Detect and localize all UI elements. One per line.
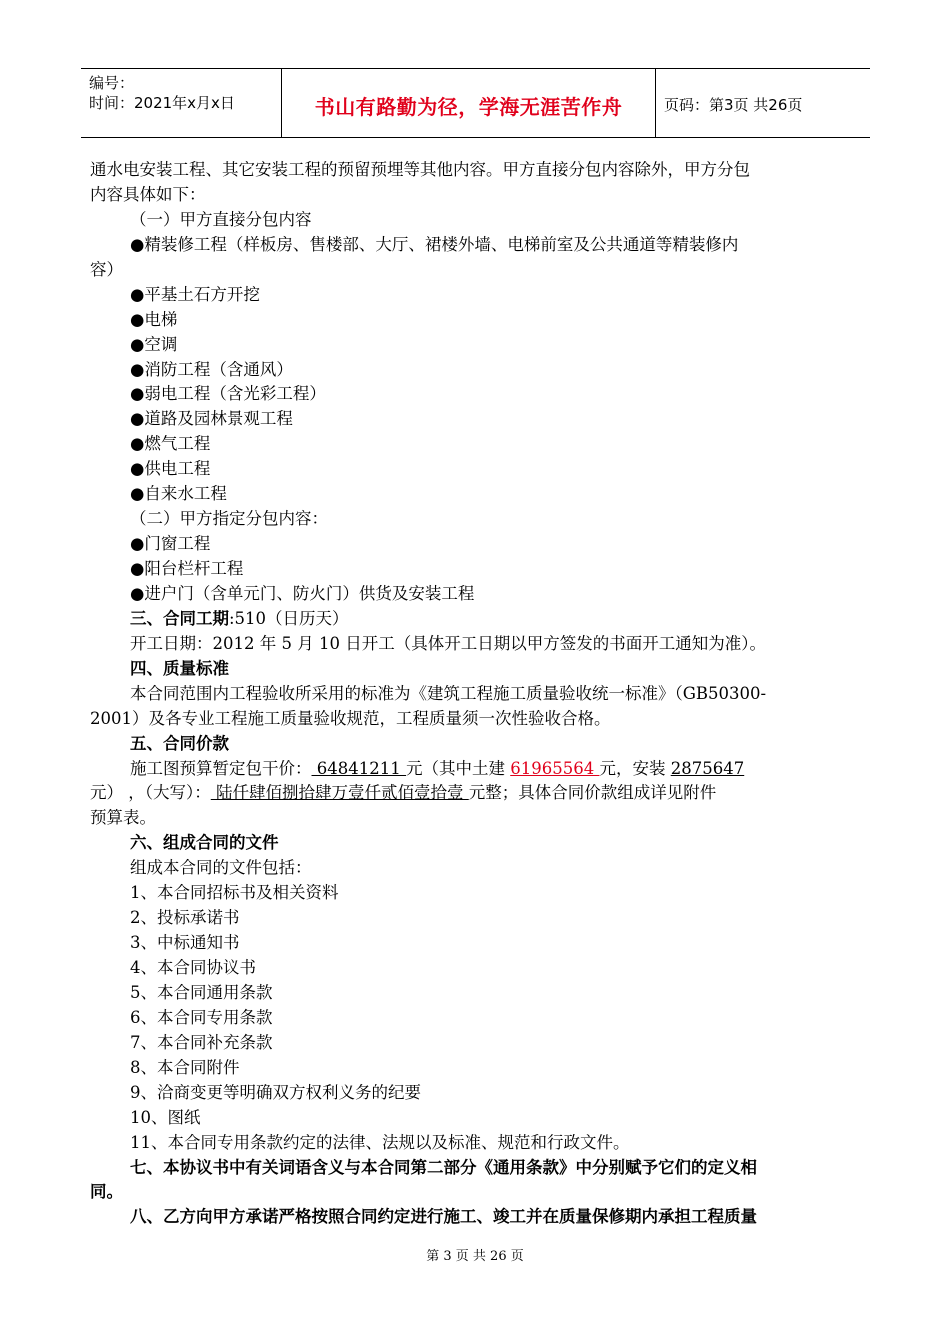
header-page-info: 页码：第3页 共26页 xyxy=(664,95,803,114)
list-item: ●进户门（含单元门、防火门）供货及安装工程 xyxy=(130,583,475,603)
header-meta xyxy=(81,69,282,137)
document-header xyxy=(81,68,870,138)
price-line xyxy=(90,781,862,806)
list-item: 3、中标通知书 xyxy=(130,933,240,953)
price-label: 施工图预算暂定包干价： xyxy=(130,758,312,778)
civil-price-value: 61965564 xyxy=(510,758,600,778)
list-item: 5、本合同通用条款 xyxy=(130,982,273,1002)
list-item: ●门窗工程 xyxy=(130,534,211,554)
list-item: 7、本合同补充条款 xyxy=(130,1032,273,1052)
subsection-heading: （一）甲方直接分包内容 xyxy=(130,209,312,229)
subsection-heading: （二）甲方指定分包内容： xyxy=(130,509,328,529)
section-heading: 三、合同工期 xyxy=(130,608,229,628)
section-heading: 六、组成合同的文件 xyxy=(130,833,279,853)
document-time-label: 时间：2021年x月x日 xyxy=(89,94,235,112)
section-heading: 五、合同价款 xyxy=(130,733,229,753)
list-item: 11、本合同专用条款约定的法律、法规以及标准、规范和行政文件。 xyxy=(130,1132,630,1152)
section-heading-continuation: 同。 xyxy=(90,1182,123,1202)
list-item: ●平基土石方开挖 xyxy=(130,284,260,304)
paragraph-line: 内容具体如下： xyxy=(90,184,206,204)
page-footer: 第 3 页 共 26 页 xyxy=(426,1249,524,1264)
paragraph-line: 组成本合同的文件包括： xyxy=(130,858,312,878)
civil-label: 元（其中土建 xyxy=(405,758,511,778)
section-duration xyxy=(90,607,862,632)
list-item: ●燃气工程 xyxy=(130,434,211,454)
paragraph-line: 2001）及各专业工程施工质量验收规范，工程质量须一次性验收合格。 xyxy=(90,708,611,728)
price-line xyxy=(90,757,862,782)
list-item: 4、本合同协议书 xyxy=(130,958,256,977)
paragraph-line: 本合同范围内工程验收所采用的标准为《建筑工程施工质量验收统一标准》（GB50300- xyxy=(130,683,767,703)
list-item: ●自来水工程 xyxy=(130,484,227,504)
list-item: ●精装修工程（样板房、售楼部、大厅、裙楼外墙、电梯前室及公共通道等精装修内 xyxy=(130,234,739,254)
paragraph-line: 通水电安装工程、其它安装工程的预留预埋等其他内容。甲方直接分包内容除外，甲方分包 xyxy=(90,160,750,179)
section-heading: 四、质量标准 xyxy=(130,658,229,678)
list-item-continuation: 容） xyxy=(90,259,123,279)
section-heading: 八、乙方向甲方承诺严格按照合同约定进行施工、竣工并在质量保修期内承担工程质量 xyxy=(130,1207,757,1227)
list-item: ●空调 xyxy=(130,334,178,354)
document-body xyxy=(90,158,862,1230)
total-price-value: 64841211 xyxy=(311,758,406,778)
document-number-label: 编号： xyxy=(89,74,135,92)
list-item: 6、本合同专用条款 xyxy=(130,1007,273,1027)
list-item: ●消防工程（含通风） xyxy=(130,359,293,379)
list-item: ●弱电工程（含光彩工程） xyxy=(130,384,326,404)
list-item: 1、本合同招标书及相关资料 xyxy=(130,883,339,903)
section-heading: 七、本协议书中有关词语含义与本合同第二部分《通用条款》中分别赋予它们的定义相 xyxy=(130,1157,757,1177)
list-item: ●阳台栏杆工程 xyxy=(130,559,244,578)
header-motto: 书山有路勤为径，学海无涯苦作舟 xyxy=(282,69,656,137)
install-price-value: 2875647 xyxy=(670,758,745,778)
uppercase-price-value: 陆仟肆佰捌拾肆万壹仟贰佰壹拾壹 xyxy=(210,783,469,803)
list-item: ●供电工程 xyxy=(130,459,211,479)
list-item: 8、本合同附件 xyxy=(130,1057,240,1077)
uppercase-label: 元） ，（大写）： xyxy=(90,783,211,803)
list-item: ●道路及园林景观工程 xyxy=(130,409,293,429)
paragraph-line: 预算表。 xyxy=(90,808,156,828)
list-item: 9、洽商变更等明确双方权利义务的纪要 xyxy=(130,1082,421,1102)
price-note: 元整；具体合同价款组成详见附件 xyxy=(468,783,717,803)
duration-value: :510（日历天） xyxy=(229,608,349,628)
install-label: 元，安装 xyxy=(599,758,671,778)
paragraph-line: 开工日期：2012 年 5 月 10 日开工（具体开工日期以甲方签发的书面开工通知为准）。 xyxy=(130,633,766,653)
list-item: ●电梯 xyxy=(130,309,178,329)
list-item: 2、投标承诺书 xyxy=(130,908,240,928)
list-item: 10、图纸 xyxy=(130,1107,201,1127)
